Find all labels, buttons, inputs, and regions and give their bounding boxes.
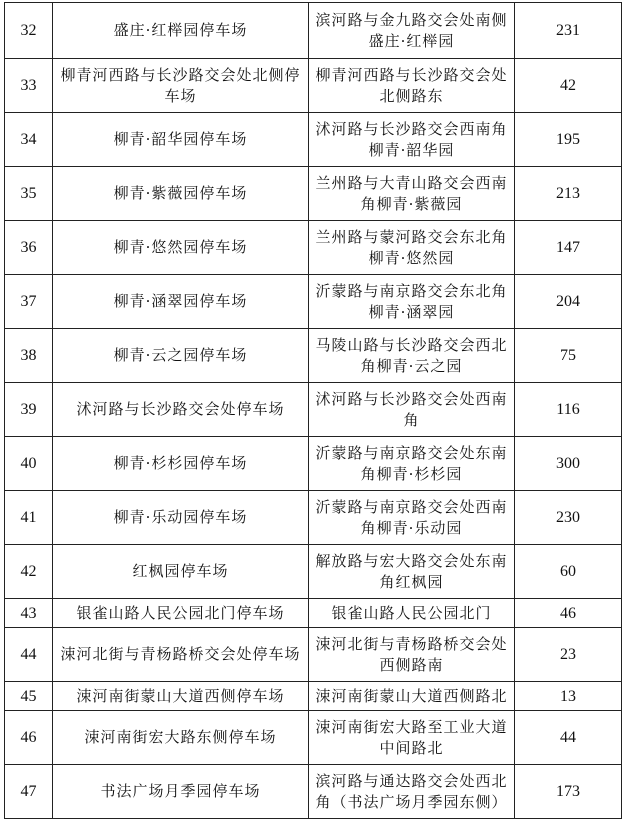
lot-location: 滨河路与通达路交会处西北角（书法广场月季园东侧） bbox=[309, 765, 515, 819]
lot-location: 沭河路与长沙路交会处西南角 bbox=[309, 383, 515, 437]
row-number: 34 bbox=[5, 113, 53, 167]
row-number: 47 bbox=[5, 765, 53, 819]
lot-spaces: 230 bbox=[515, 491, 622, 545]
row-number: 39 bbox=[5, 383, 53, 437]
lot-spaces: 173 bbox=[515, 765, 622, 819]
table-row bbox=[5, 491, 622, 545]
lot-name: 柳青·紫薇园停车场 bbox=[53, 167, 309, 221]
lot-name: 柳青·涵翠园停车场 bbox=[53, 275, 309, 329]
lot-location: 沭河路与长沙路交会西南角柳青·韶华园 bbox=[309, 113, 515, 167]
lot-name: 柳青河西路与长沙路交会处北侧停车场 bbox=[53, 59, 309, 113]
row-number: 41 bbox=[5, 491, 53, 545]
row-number: 37 bbox=[5, 275, 53, 329]
lot-spaces: 75 bbox=[515, 329, 622, 383]
lot-location: 兰州路与大青山路交会西南角柳青·紫薇园 bbox=[309, 167, 515, 221]
table-row bbox=[5, 765, 622, 819]
table-row bbox=[5, 329, 622, 383]
lot-name: 沭河路与长沙路交会处停车场 bbox=[53, 383, 309, 437]
lot-location: 涑河南街蒙山大道西侧路北 bbox=[309, 682, 515, 711]
lot-name: 盛庄·红榉园停车场 bbox=[53, 3, 309, 59]
lot-spaces: 231 bbox=[515, 3, 622, 59]
lot-spaces: 42 bbox=[515, 59, 622, 113]
lot-location: 沂蒙路与南京路交会处东南角柳青·杉杉园 bbox=[309, 437, 515, 491]
row-number: 44 bbox=[5, 628, 53, 682]
row-number: 42 bbox=[5, 545, 53, 599]
table-row bbox=[5, 167, 622, 221]
row-number: 32 bbox=[5, 3, 53, 59]
table-row bbox=[5, 59, 622, 113]
table-row bbox=[5, 682, 622, 711]
lot-name: 书法广场月季园停车场 bbox=[53, 765, 309, 819]
lot-location: 兰州路与蒙河路交会东北角柳青·悠然园 bbox=[309, 221, 515, 275]
parking-lot-table bbox=[4, 2, 622, 819]
lot-name: 柳青·悠然园停车场 bbox=[53, 221, 309, 275]
row-number: 45 bbox=[5, 682, 53, 711]
row-number: 40 bbox=[5, 437, 53, 491]
lot-location: 马陵山路与长沙路交会西北角柳青·云之园 bbox=[309, 329, 515, 383]
lot-spaces: 147 bbox=[515, 221, 622, 275]
lot-name: 柳青·乐动园停车场 bbox=[53, 491, 309, 545]
table-row bbox=[5, 628, 622, 682]
row-number: 38 bbox=[5, 329, 53, 383]
row-number: 35 bbox=[5, 167, 53, 221]
lot-name: 柳青·云之园停车场 bbox=[53, 329, 309, 383]
lot-spaces: 116 bbox=[515, 383, 622, 437]
lot-name: 柳青·韶华园停车场 bbox=[53, 113, 309, 167]
lot-spaces: 195 bbox=[515, 113, 622, 167]
lot-name: 涑河南街宏大路东侧停车场 bbox=[53, 711, 309, 765]
lot-location: 柳青河西路与长沙路交会处北侧路东 bbox=[309, 59, 515, 113]
table-row bbox=[5, 275, 622, 329]
lot-location: 解放路与宏大路交会处东南角红枫园 bbox=[309, 545, 515, 599]
table-row bbox=[5, 437, 622, 491]
table-row bbox=[5, 545, 622, 599]
row-number: 33 bbox=[5, 59, 53, 113]
table-row bbox=[5, 3, 622, 59]
lot-location: 沂蒙路与南京路交会东北角柳青·涵翠园 bbox=[309, 275, 515, 329]
table-row bbox=[5, 599, 622, 628]
lot-spaces: 213 bbox=[515, 167, 622, 221]
lot-location: 银雀山路人民公园北门 bbox=[309, 599, 515, 628]
row-number: 43 bbox=[5, 599, 53, 628]
lot-spaces: 13 bbox=[515, 682, 622, 711]
parking-lot-table-body bbox=[5, 3, 622, 819]
table-row bbox=[5, 711, 622, 765]
row-number: 46 bbox=[5, 711, 53, 765]
lot-spaces: 44 bbox=[515, 711, 622, 765]
lot-name: 柳青·杉杉园停车场 bbox=[53, 437, 309, 491]
lot-location: 涑河北街与青杨路桥交会处西侧路南 bbox=[309, 628, 515, 682]
table-row bbox=[5, 221, 622, 275]
lot-name: 银雀山路人民公园北门停车场 bbox=[53, 599, 309, 628]
lot-name: 涑河南街蒙山大道西侧停车场 bbox=[53, 682, 309, 711]
table-row bbox=[5, 383, 622, 437]
lot-location: 涑河南街宏大路至工业大道中间路北 bbox=[309, 711, 515, 765]
table-row bbox=[5, 113, 622, 167]
lot-spaces: 60 bbox=[515, 545, 622, 599]
lot-spaces: 204 bbox=[515, 275, 622, 329]
row-number: 36 bbox=[5, 221, 53, 275]
lot-location: 沂蒙路与南京路交会处西南角柳青·乐动园 bbox=[309, 491, 515, 545]
lot-spaces: 300 bbox=[515, 437, 622, 491]
lot-name: 红枫园停车场 bbox=[53, 545, 309, 599]
lot-name: 涑河北街与青杨路桥交会处停车场 bbox=[53, 628, 309, 682]
lot-location: 滨河路与金九路交会处南侧盛庄·红榉园 bbox=[309, 3, 515, 59]
lot-spaces: 23 bbox=[515, 628, 622, 682]
lot-spaces: 46 bbox=[515, 599, 622, 628]
